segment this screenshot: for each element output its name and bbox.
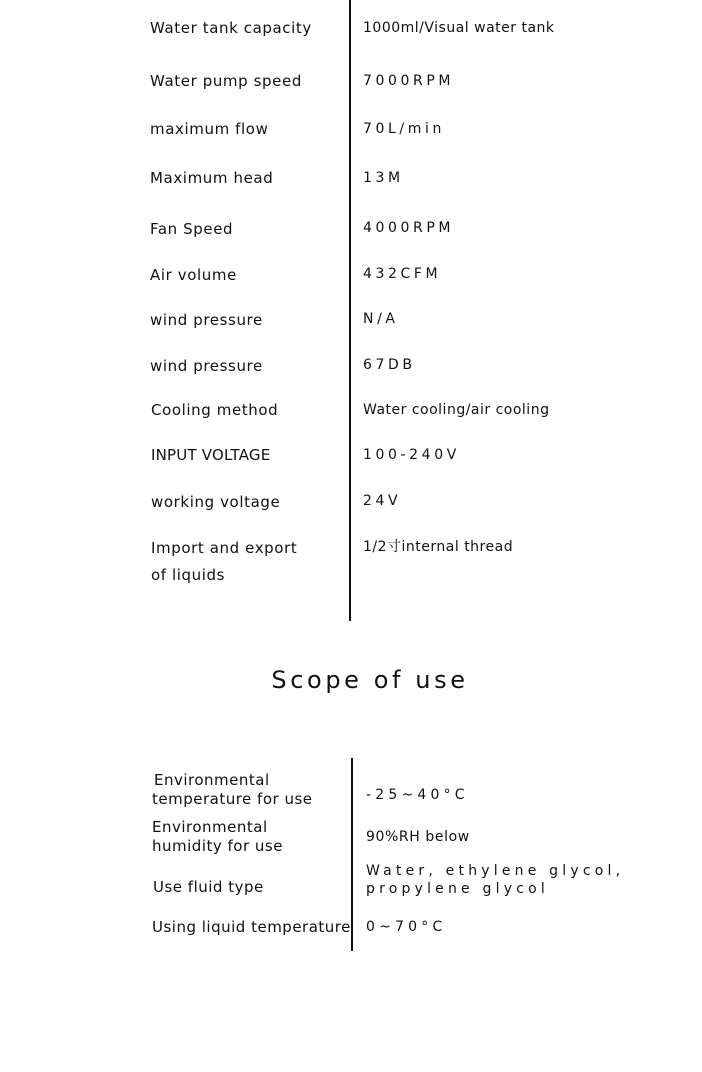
scope-value-environmental-temperature: -25~40°C: [366, 787, 469, 803]
scope-label-environmental-humidity: [152, 818, 348, 856]
spec-label: wind pressure: [150, 357, 263, 375]
spec-label: Air volume: [150, 266, 237, 284]
scope-value-using-liquid-temperature: 0~70°C: [366, 919, 447, 935]
scope-value-line: propylene glycol: [366, 881, 549, 897]
spec-label: Water pump speed: [150, 72, 302, 90]
scope-label-line: temperature for use: [152, 790, 313, 808]
spec-label: wind pressure: [150, 311, 263, 329]
spec-label: Maximum head: [150, 169, 274, 187]
spec-label: working voltage: [151, 493, 281, 511]
scope-label-line: Environmental: [154, 771, 270, 789]
spec-value: Water cooling/air cooling: [363, 402, 550, 418]
spec-value: 13M: [363, 170, 404, 186]
spec-value: 1000ml/Visual water tank: [363, 20, 555, 36]
scope-label-line: humidity for use: [152, 837, 283, 855]
scope-label-line: Environmental: [152, 818, 268, 836]
spec-label: Fan Speed: [150, 220, 234, 238]
spec-value: 4000RPM: [363, 220, 455, 236]
spec-value: N/A: [363, 311, 399, 327]
scope-label-using-liquid-temperature: Using liquid temperature: [152, 918, 351, 936]
spec-label: Cooling method: [151, 401, 279, 419]
spec-value: 1/2寸internal thread: [363, 539, 514, 555]
spec-label-line: of liquids: [151, 566, 226, 584]
scope-table-divider: [351, 758, 353, 951]
spec-value: 24V: [363, 493, 402, 509]
scope-value-environmental-humidity: 90%RH below: [366, 829, 470, 845]
scope-label-use-fluid-type: Use fluid type: [153, 878, 264, 896]
spec-value: 70L/min: [363, 121, 445, 137]
spec-value: 432CFM: [363, 266, 442, 282]
spec-label: [151, 535, 341, 589]
scope-label-environmental-temperature: [152, 771, 348, 809]
spec-table-divider: [349, 0, 351, 621]
spec-value: 67DB: [363, 357, 416, 373]
spec-label: INPUT VOLTAGE: [151, 446, 271, 464]
scope-value-line: Water, ethylene glycol,: [366, 863, 625, 879]
spec-label: Water tank capacity: [150, 19, 312, 37]
spec-value: 7000RPM: [363, 73, 455, 89]
spec-value: 100-240V: [363, 447, 460, 463]
scope-of-use-heading: Scope of use: [271, 666, 469, 694]
spec-label-line: Import and export: [151, 539, 298, 557]
spec-label: maximum flow: [150, 120, 269, 138]
scope-value-use-fluid-type: [366, 862, 666, 898]
